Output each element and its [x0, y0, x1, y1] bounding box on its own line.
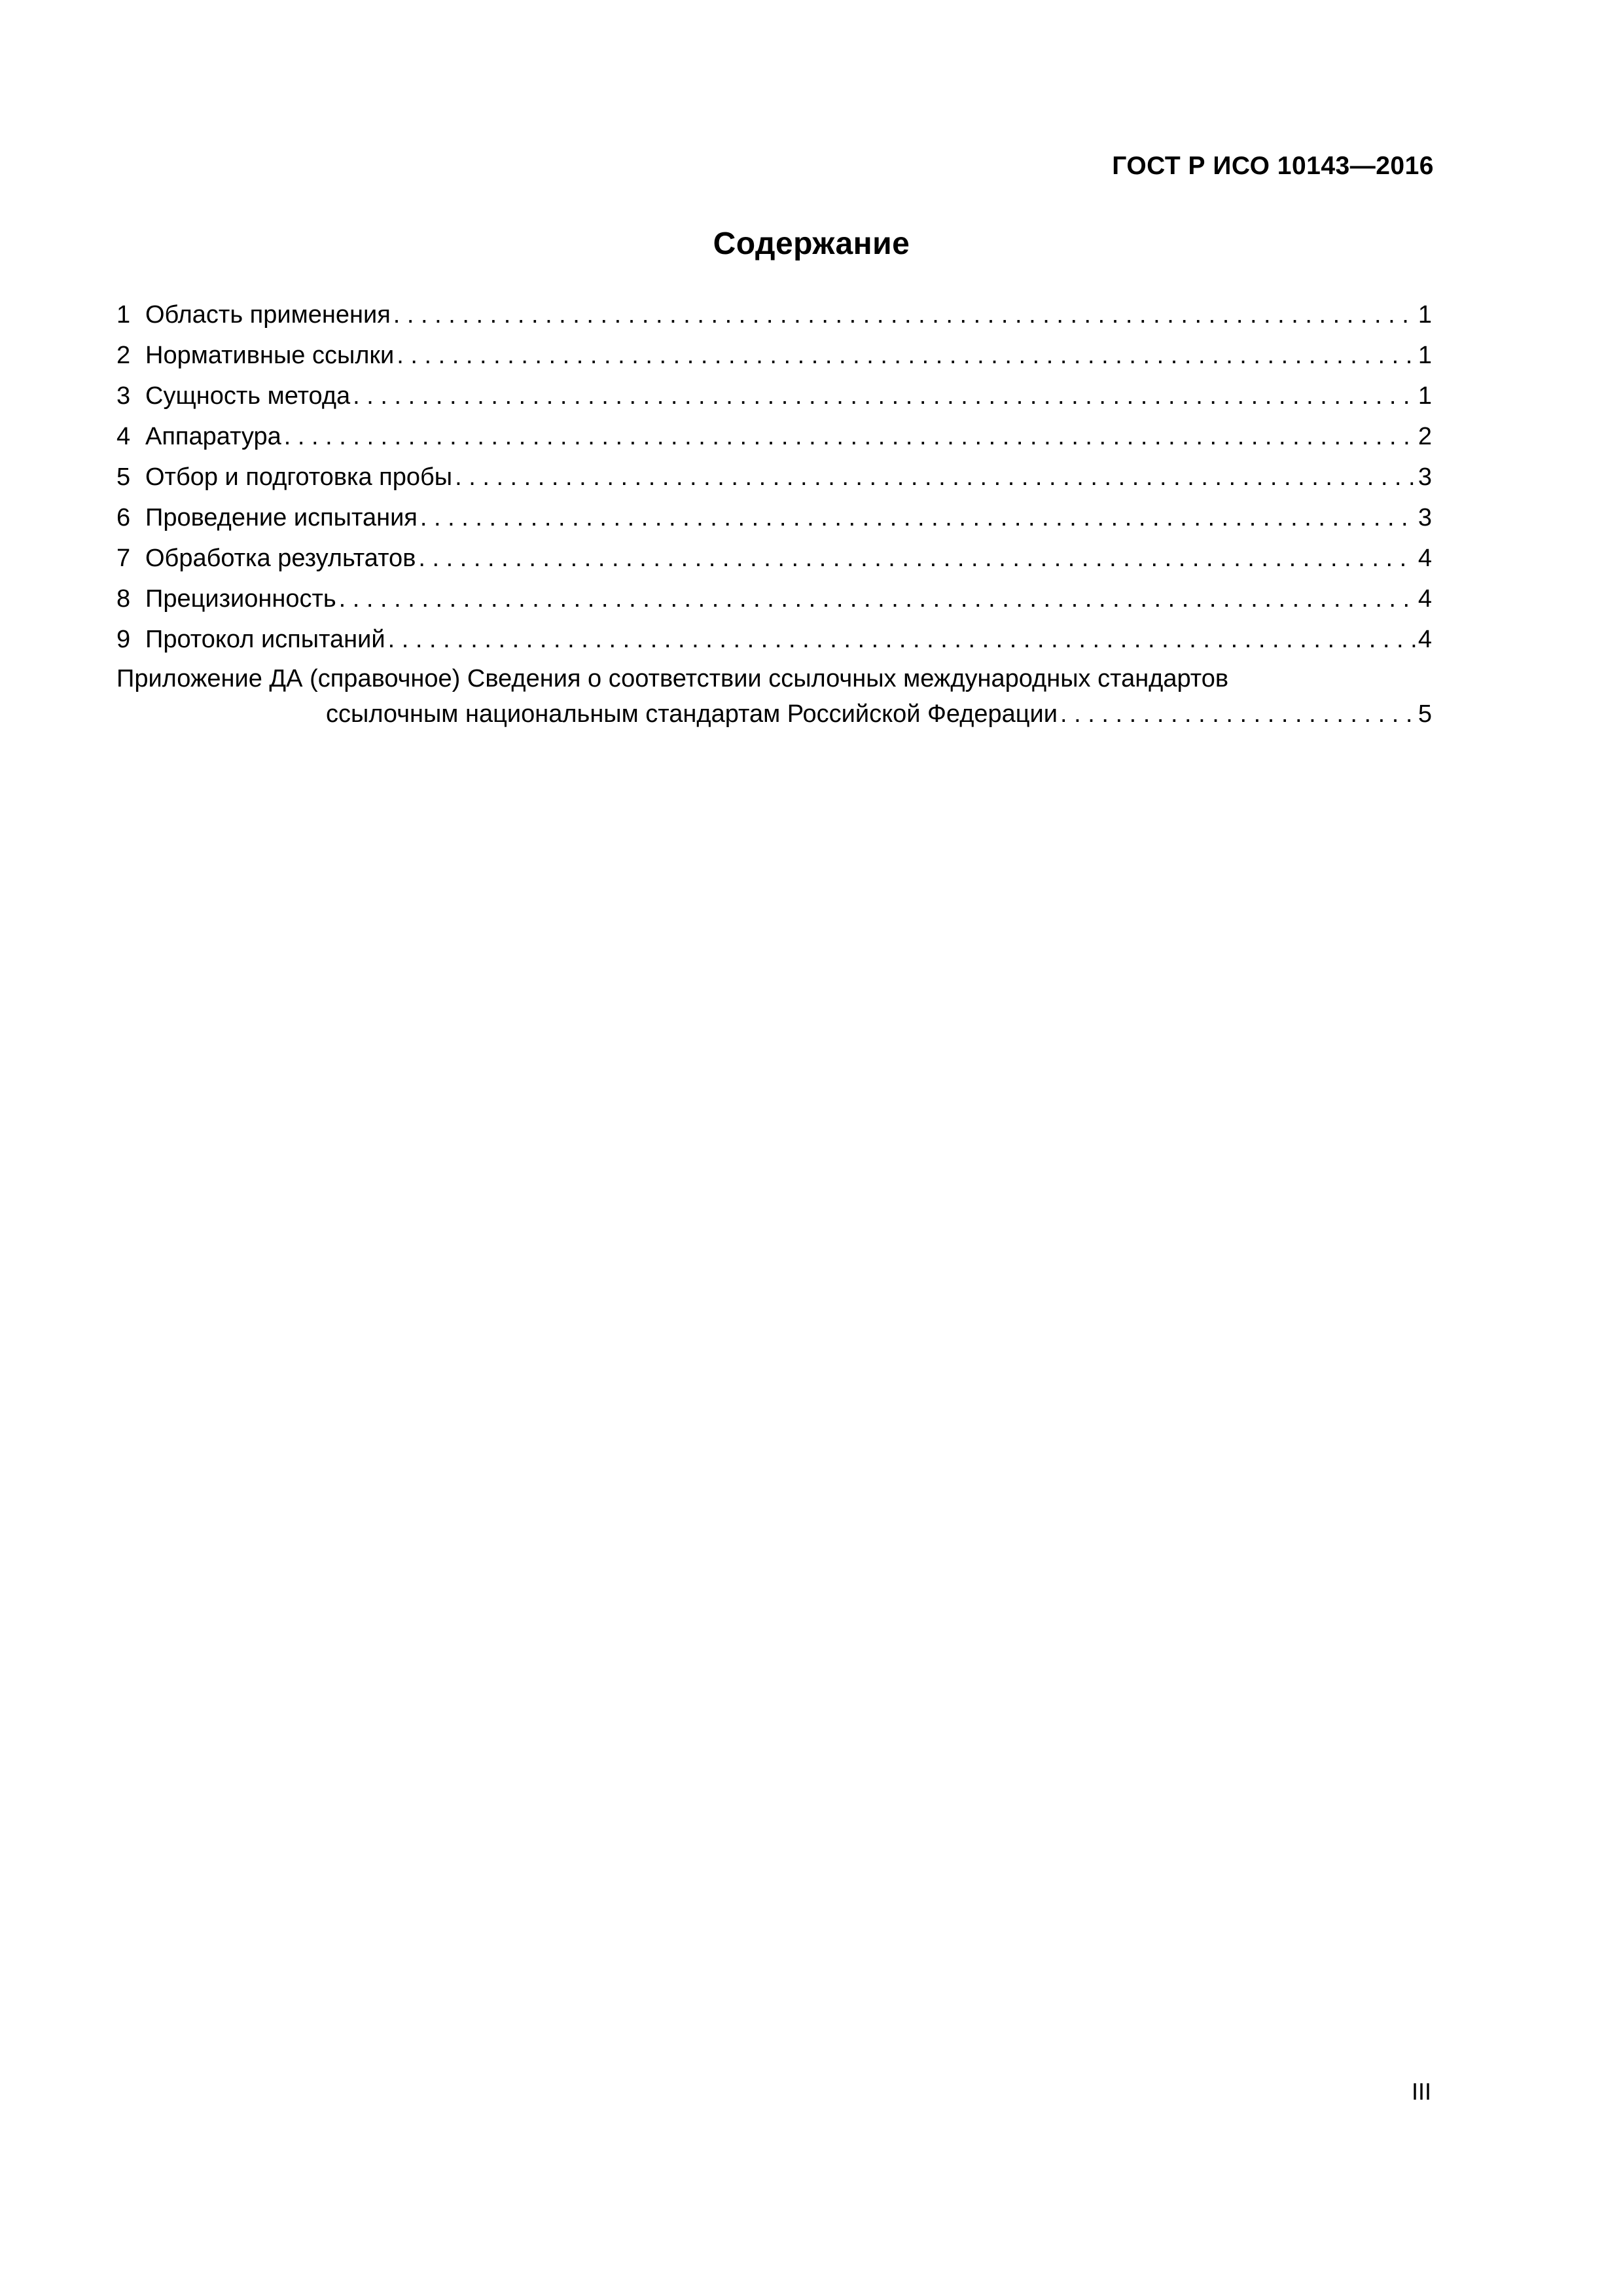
toc-entry-page: 4	[1418, 585, 1432, 613]
toc-entry-9[interactable]	[116, 619, 1432, 660]
toc-leader-dots	[420, 497, 1416, 538]
toc-entry-1[interactable]	[116, 295, 1432, 335]
appendix-title-line2: ссылочным национальным стандартам Российской Федерации	[326, 700, 1058, 728]
toc-entry-6[interactable]	[116, 497, 1432, 538]
toc-entry-number: 5	[116, 463, 131, 491]
toc-entry-3[interactable]	[116, 376, 1432, 416]
toc-entry-page: 3	[1418, 463, 1432, 491]
toc-entry-number: 1	[116, 301, 131, 329]
toc-leader-dots	[353, 376, 1416, 416]
toc-entry-page: 3	[1418, 504, 1432, 531]
toc-entry-page: 5	[1418, 700, 1432, 728]
table-of-contents	[116, 295, 1432, 732]
toc-entry-page: 4	[1418, 626, 1432, 653]
toc-entry-label: Проведение испытания	[145, 504, 418, 531]
toc-leader-dots	[388, 619, 1416, 660]
toc-entry-4[interactable]	[116, 416, 1432, 457]
toc-leader-dots	[455, 457, 1416, 497]
toc-leader-dots	[397, 335, 1416, 376]
toc-entry-number: 2	[116, 342, 131, 369]
toc-leader-dots	[393, 295, 1416, 335]
toc-entry-number: 7	[116, 545, 131, 572]
toc-entry-page: 1	[1418, 342, 1432, 369]
toc-leader-dots	[339, 579, 1416, 619]
toc-entry-label: Прецизионность	[145, 585, 336, 613]
toc-entry-label: Нормативные ссылки	[145, 342, 395, 369]
toc-entry-number: 6	[116, 504, 131, 531]
appendix-title-line2-row	[116, 696, 1432, 732]
standard-number: ГОСТ Р ИСО 10143—2016	[1112, 152, 1434, 180]
toc-entry-page: 2	[1418, 423, 1432, 450]
toc-entry-7[interactable]	[116, 538, 1432, 579]
toc-entry-label: Обработка результатов	[145, 545, 416, 572]
toc-entry-label: Протокол испытаний	[145, 626, 385, 653]
toc-title: Содержание	[713, 226, 910, 261]
toc-entry-number: 8	[116, 585, 131, 613]
toc-entry-5[interactable]	[116, 457, 1432, 497]
toc-leader-dots	[284, 416, 1416, 457]
toc-entry-page: 4	[1418, 545, 1432, 572]
toc-entry-label: Отбор и подготовка пробы	[145, 463, 453, 491]
toc-entry-label: Сущность метода	[145, 382, 351, 410]
toc-entry-page: 1	[1418, 301, 1432, 329]
toc-entry-appendix[interactable]	[116, 661, 1432, 732]
toc-entry-label: Область применения	[145, 301, 391, 329]
toc-leader-dots	[1060, 696, 1416, 732]
toc-entry-number: 3	[116, 382, 131, 410]
toc-entry-label: Аппаратура	[145, 423, 281, 450]
toc-entry-2[interactable]	[116, 335, 1432, 376]
toc-leader-dots	[418, 538, 1415, 579]
toc-entry-page: 1	[1418, 382, 1432, 410]
toc-entry-number: 9	[116, 626, 131, 653]
toc-entry-number: 4	[116, 423, 131, 450]
page-number: III	[1411, 2078, 1431, 2105]
appendix-title-line1: Приложение ДА (справочное) Сведения о соответствии ссылочных международных стандартов	[116, 665, 1229, 692]
toc-entry-8[interactable]	[116, 579, 1432, 619]
